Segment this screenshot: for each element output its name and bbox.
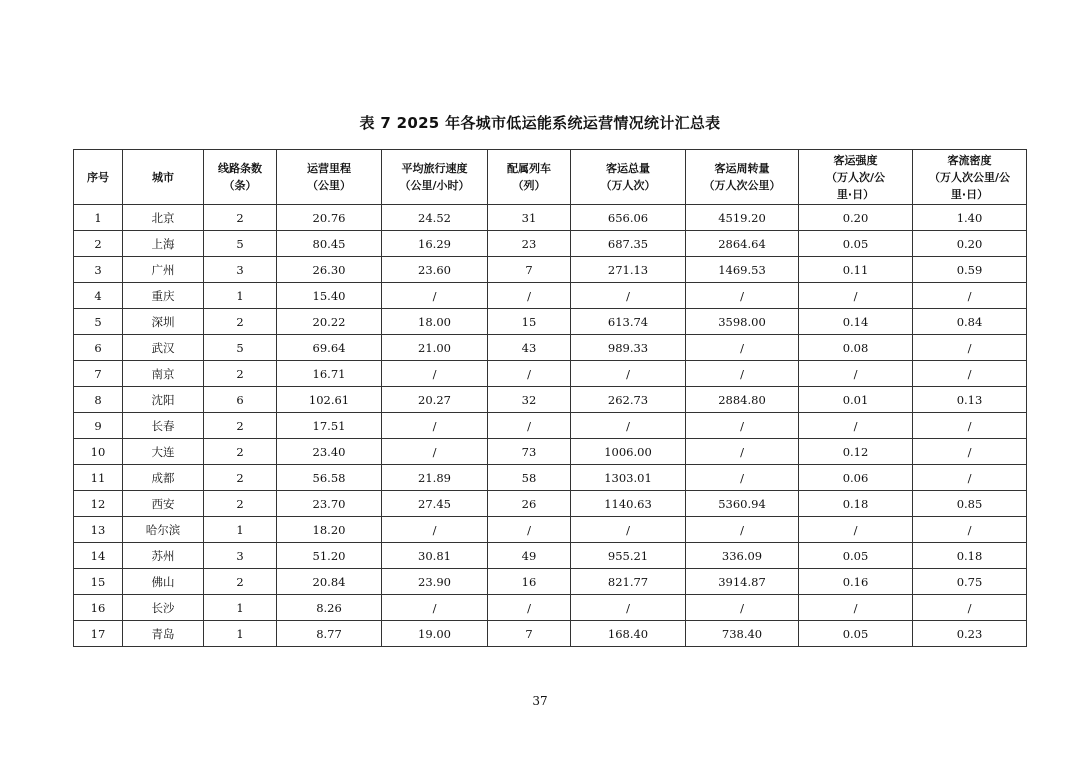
- cell-passenger-volume: 168.40: [571, 621, 686, 647]
- cell-passenger-turnover: 5360.94: [686, 491, 799, 517]
- cell-operating-mileage: 56.58: [277, 465, 382, 491]
- cell-passenger-turnover: 2864.64: [686, 231, 799, 257]
- cell-passenger-turnover: /: [686, 361, 799, 387]
- cell-assigned-trains: 49: [488, 543, 571, 569]
- cell-passenger-density: /: [913, 595, 1027, 621]
- cell-passenger-intensity: /: [799, 361, 913, 387]
- cell-passenger-turnover: 1469.53: [686, 257, 799, 283]
- cell-passenger-turnover: 3598.00: [686, 309, 799, 335]
- cell-passenger-intensity: 0.14: [799, 309, 913, 335]
- cell-passenger-density: 0.59: [913, 257, 1027, 283]
- table-row: [74, 205, 1027, 231]
- cell-city: 成都: [123, 465, 204, 491]
- cell-passenger-volume: /: [571, 361, 686, 387]
- cell-passenger-intensity: 0.18: [799, 491, 913, 517]
- header-assigned-trains: [488, 150, 571, 205]
- cell-operating-mileage: 102.61: [277, 387, 382, 413]
- cell-city: 青岛: [123, 621, 204, 647]
- cell-passenger-turnover: 336.09: [686, 543, 799, 569]
- cell-city: 广州: [123, 257, 204, 283]
- cell-city: 西安: [123, 491, 204, 517]
- cell-index: 2: [74, 231, 123, 257]
- cell-assigned-trains: 58: [488, 465, 571, 491]
- cell-passenger-turnover: /: [686, 439, 799, 465]
- cell-average-speed: /: [382, 361, 488, 387]
- cell-passenger-density: 0.85: [913, 491, 1027, 517]
- cell-average-speed: /: [382, 413, 488, 439]
- city-operations-table: [73, 149, 1027, 647]
- cell-passenger-intensity: 0.05: [799, 543, 913, 569]
- table-row: [74, 335, 1027, 361]
- header-text-line: 线路条数: [218, 162, 262, 175]
- cell-passenger-density: 0.84: [913, 309, 1027, 335]
- cell-passenger-turnover: /: [686, 413, 799, 439]
- cell-index: 10: [74, 439, 123, 465]
- cell-passenger-turnover: 738.40: [686, 621, 799, 647]
- cell-average-speed: 16.29: [382, 231, 488, 257]
- cell-city: 长春: [123, 413, 204, 439]
- cell-index: 1: [74, 205, 123, 231]
- table-row: [74, 569, 1027, 595]
- cell-passenger-turnover: /: [686, 335, 799, 361]
- cell-passenger-volume: 1006.00: [571, 439, 686, 465]
- cell-passenger-volume: /: [571, 595, 686, 621]
- header-passenger-intensity: [799, 150, 913, 205]
- cell-operating-mileage: 17.51: [277, 413, 382, 439]
- cell-city: 北京: [123, 205, 204, 231]
- cell-operating-mileage: 15.40: [277, 283, 382, 309]
- cell-average-speed: 23.90: [382, 569, 488, 595]
- header-passenger-density: [913, 150, 1027, 205]
- cell-line-count: 1: [204, 283, 277, 309]
- header-text-line: 城市: [152, 170, 174, 184]
- header-city: [123, 150, 204, 205]
- cell-passenger-turnover: /: [686, 517, 799, 543]
- table-row: [74, 361, 1027, 387]
- header-text-line: 客流密度: [947, 153, 992, 167]
- table-row: [74, 491, 1027, 517]
- cell-passenger-volume: /: [571, 283, 686, 309]
- table-row: [74, 387, 1027, 413]
- cell-line-count: 2: [204, 439, 277, 465]
- cell-passenger-density: /: [913, 465, 1027, 491]
- cell-operating-mileage: 51.20: [277, 543, 382, 569]
- cell-passenger-density: 0.18: [913, 543, 1027, 569]
- cell-index: 7: [74, 361, 123, 387]
- cell-passenger-density: 0.23: [913, 621, 1027, 647]
- cell-average-speed: /: [382, 439, 488, 465]
- cell-passenger-intensity: /: [799, 595, 913, 621]
- cell-line-count: 2: [204, 205, 277, 231]
- cell-average-speed: 27.45: [382, 491, 488, 517]
- cell-average-speed: 24.52: [382, 205, 488, 231]
- cell-passenger-volume: 262.73: [571, 387, 686, 413]
- cell-passenger-turnover: 2884.80: [686, 387, 799, 413]
- cell-assigned-trains: 73: [488, 439, 571, 465]
- header-text-line: （万人次公里/公: [928, 170, 1011, 184]
- cell-passenger-volume: /: [571, 413, 686, 439]
- header-text-line: 序号: [87, 170, 109, 184]
- header-passenger-volume: [571, 150, 686, 205]
- cell-index: 6: [74, 335, 123, 361]
- cell-index: 12: [74, 491, 123, 517]
- cell-assigned-trains: /: [488, 283, 571, 309]
- cell-passenger-intensity: 0.08: [799, 335, 913, 361]
- header-text-line: 配属列车: [507, 162, 551, 175]
- cell-assigned-trains: /: [488, 361, 571, 387]
- cell-line-count: 3: [204, 543, 277, 569]
- cell-passenger-volume: 687.35: [571, 231, 686, 257]
- cell-passenger-volume: 821.77: [571, 569, 686, 595]
- cell-assigned-trains: 15: [488, 309, 571, 335]
- cell-index: 16: [74, 595, 123, 621]
- cell-assigned-trains: 31: [488, 205, 571, 231]
- cell-passenger-turnover: /: [686, 595, 799, 621]
- cell-line-count: 2: [204, 569, 277, 595]
- cell-operating-mileage: 18.20: [277, 517, 382, 543]
- cell-passenger-density: /: [913, 283, 1027, 309]
- cell-assigned-trains: 32: [488, 387, 571, 413]
- header-text-line: 里·日）: [950, 187, 989, 201]
- cell-passenger-volume: 989.33: [571, 335, 686, 361]
- cell-index: 5: [74, 309, 123, 335]
- cell-city: 上海: [123, 231, 204, 257]
- cell-passenger-intensity: 0.06: [799, 465, 913, 491]
- cell-assigned-trains: 23: [488, 231, 571, 257]
- cell-passenger-volume: /: [571, 517, 686, 543]
- cell-passenger-turnover: 4519.20: [686, 205, 799, 231]
- cell-operating-mileage: 23.40: [277, 439, 382, 465]
- cell-passenger-intensity: /: [799, 283, 913, 309]
- cell-line-count: 1: [204, 517, 277, 543]
- cell-assigned-trains: /: [488, 517, 571, 543]
- cell-index: 15: [74, 569, 123, 595]
- header-text-line: 客运周转量: [714, 162, 770, 175]
- cell-passenger-intensity: 0.20: [799, 205, 913, 231]
- table-row: [74, 309, 1027, 335]
- cell-index: 17: [74, 621, 123, 647]
- cell-assigned-trains: 26: [488, 491, 571, 517]
- cell-passenger-volume: 1303.01: [571, 465, 686, 491]
- table-row: [74, 595, 1027, 621]
- page-number: 37: [532, 694, 548, 708]
- cell-city: 深圳: [123, 309, 204, 335]
- table-row: [74, 231, 1027, 257]
- cell-city: 大连: [123, 439, 204, 465]
- header-text-line: （列）: [512, 179, 546, 192]
- cell-line-count: 1: [204, 595, 277, 621]
- header-passenger-turnover: [686, 150, 799, 205]
- cell-assigned-trains: 7: [488, 257, 571, 283]
- cell-line-count: 2: [204, 309, 277, 335]
- table-row: [74, 439, 1027, 465]
- table-row: [74, 517, 1027, 543]
- cell-average-speed: /: [382, 595, 488, 621]
- cell-operating-mileage: 16.71: [277, 361, 382, 387]
- table-title: 表 7 2025 年各城市低运能系统运营情况统计汇总表: [359, 114, 721, 132]
- cell-passenger-turnover: /: [686, 283, 799, 309]
- cell-line-count: 2: [204, 491, 277, 517]
- cell-operating-mileage: 20.22: [277, 309, 382, 335]
- table-row: [74, 283, 1027, 309]
- cell-passenger-intensity: 0.05: [799, 621, 913, 647]
- cell-passenger-density: /: [913, 517, 1027, 543]
- cell-passenger-density: 0.13: [913, 387, 1027, 413]
- header-text-line: （公里/小时）: [399, 179, 470, 192]
- cell-line-count: 1: [204, 621, 277, 647]
- header-text-line: （条）: [223, 179, 257, 192]
- cell-passenger-intensity: 0.11: [799, 257, 913, 283]
- cell-average-speed: 19.00: [382, 621, 488, 647]
- cell-operating-mileage: 23.70: [277, 491, 382, 517]
- cell-passenger-intensity: 0.16: [799, 569, 913, 595]
- cell-line-count: 3: [204, 257, 277, 283]
- cell-city: 长沙: [123, 595, 204, 621]
- cell-city: 苏州: [123, 543, 204, 569]
- cell-passenger-intensity: /: [799, 413, 913, 439]
- cell-city: 佛山: [123, 569, 204, 595]
- cell-index: 14: [74, 543, 123, 569]
- cell-line-count: 6: [204, 387, 277, 413]
- cell-assigned-trains: 43: [488, 335, 571, 361]
- cell-passenger-density: /: [913, 439, 1027, 465]
- cell-index: 4: [74, 283, 123, 309]
- header-text-line: 客运总量: [606, 162, 650, 175]
- cell-city: 沈阳: [123, 387, 204, 413]
- header-text-line: （万人次）: [600, 179, 656, 192]
- cell-line-count: 2: [204, 361, 277, 387]
- header-text-line: 平均旅行速度: [401, 162, 468, 175]
- header-text-line: 运营里程: [307, 162, 351, 175]
- cell-average-speed: /: [382, 283, 488, 309]
- cell-average-speed: 21.89: [382, 465, 488, 491]
- cell-passenger-volume: 955.21: [571, 543, 686, 569]
- cell-passenger-density: /: [913, 413, 1027, 439]
- cell-passenger-density: 0.20: [913, 231, 1027, 257]
- cell-city: 重庆: [123, 283, 204, 309]
- cell-passenger-volume: 1140.63: [571, 491, 686, 517]
- header-text-line: 客运强度: [833, 153, 878, 167]
- header-average-speed: [382, 150, 488, 205]
- header-text-line: （万人次/公: [825, 170, 886, 184]
- cell-operating-mileage: 8.77: [277, 621, 382, 647]
- cell-assigned-trains: /: [488, 595, 571, 621]
- table-row: [74, 543, 1027, 569]
- table-row: [74, 465, 1027, 491]
- cell-operating-mileage: 20.76: [277, 205, 382, 231]
- cell-line-count: 2: [204, 413, 277, 439]
- cell-passenger-intensity: 0.01: [799, 387, 913, 413]
- cell-passenger-turnover: 3914.87: [686, 569, 799, 595]
- cell-index: 11: [74, 465, 123, 491]
- cell-assigned-trains: 16: [488, 569, 571, 595]
- cell-operating-mileage: 8.26: [277, 595, 382, 621]
- cell-operating-mileage: 26.30: [277, 257, 382, 283]
- cell-operating-mileage: 69.64: [277, 335, 382, 361]
- cell-passenger-intensity: 0.05: [799, 231, 913, 257]
- cell-city: 南京: [123, 361, 204, 387]
- table-row: [74, 413, 1027, 439]
- cell-passenger-intensity: 0.12: [799, 439, 913, 465]
- cell-average-speed: 21.00: [382, 335, 488, 361]
- header-text-line: （万人次公里）: [703, 179, 781, 192]
- cell-passenger-density: 0.75: [913, 569, 1027, 595]
- table-row: [74, 621, 1027, 647]
- cell-operating-mileage: 20.84: [277, 569, 382, 595]
- cell-passenger-density: 1.40: [913, 205, 1027, 231]
- cell-passenger-volume: 656.06: [571, 205, 686, 231]
- cell-passenger-density: /: [913, 335, 1027, 361]
- table-header-row: [74, 150, 1027, 205]
- cell-assigned-trains: 7: [488, 621, 571, 647]
- cell-city: 武汉: [123, 335, 204, 361]
- cell-index: 8: [74, 387, 123, 413]
- cell-passenger-intensity: /: [799, 517, 913, 543]
- cell-average-speed: 30.81: [382, 543, 488, 569]
- cell-passenger-turnover: /: [686, 465, 799, 491]
- cell-passenger-volume: 271.13: [571, 257, 686, 283]
- cell-average-speed: 18.00: [382, 309, 488, 335]
- header-text-line: 里·日）: [836, 187, 875, 201]
- cell-average-speed: 20.27: [382, 387, 488, 413]
- cell-passenger-density: /: [913, 361, 1027, 387]
- cell-operating-mileage: 80.45: [277, 231, 382, 257]
- cell-passenger-volume: 613.74: [571, 309, 686, 335]
- cell-line-count: 2: [204, 465, 277, 491]
- cell-index: 3: [74, 257, 123, 283]
- cell-line-count: 5: [204, 231, 277, 257]
- header-text-line: （公里）: [307, 179, 351, 192]
- cell-index: 13: [74, 517, 123, 543]
- table-row: [74, 257, 1027, 283]
- header-operating-mileage: [277, 150, 382, 205]
- cell-index: 9: [74, 413, 123, 439]
- cell-average-speed: /: [382, 517, 488, 543]
- header-line-count: [204, 150, 277, 205]
- cell-assigned-trains: /: [488, 413, 571, 439]
- cell-average-speed: 23.60: [382, 257, 488, 283]
- header-index: [74, 150, 123, 205]
- cell-city: 哈尔滨: [123, 517, 204, 543]
- cell-line-count: 5: [204, 335, 277, 361]
